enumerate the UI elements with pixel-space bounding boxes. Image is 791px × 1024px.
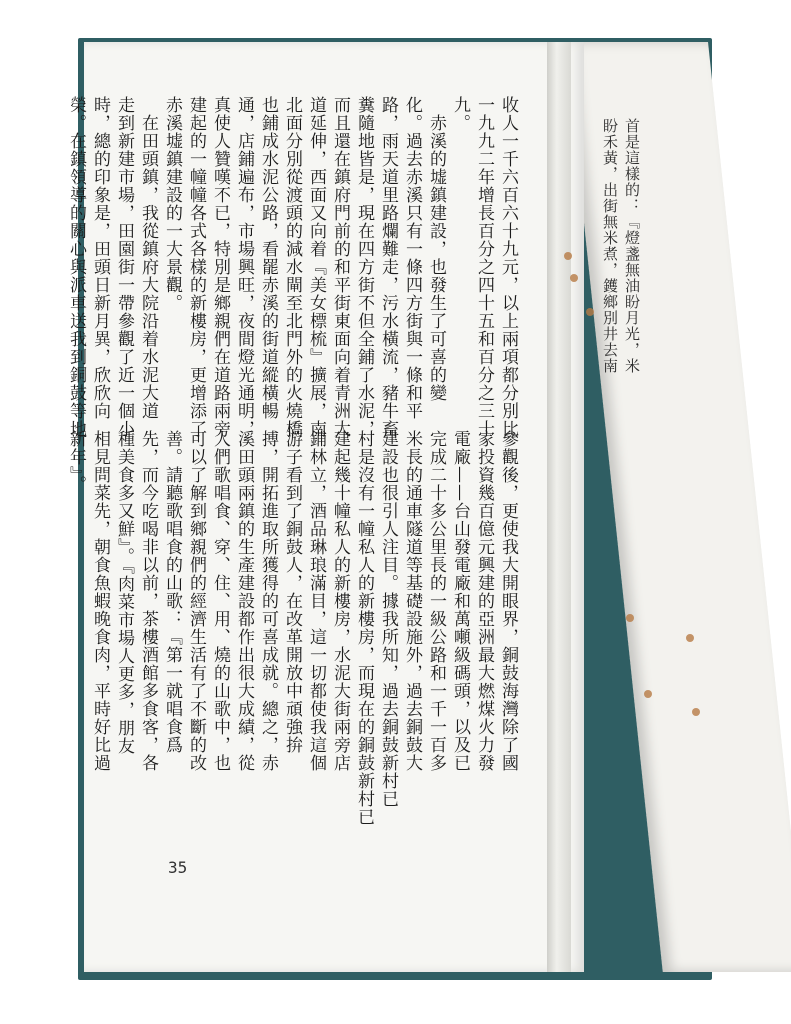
text-column: 北面分別從渡頭的減水閘至北門外的火燒橋 xyxy=(282,96,302,438)
text-column: 赤溪的墟鎮建設，也發生了可喜的變 xyxy=(426,96,446,402)
stitch-hole xyxy=(570,274,578,282)
text-column: 電廠——台山發電廠和萬噸級碼頭，以及已 xyxy=(450,430,470,772)
stitch-hole xyxy=(564,252,572,260)
text-column: 鋪林立，酒品琳琅滿目，這一切都使我這個 xyxy=(306,430,326,772)
text-column: 榮。在鎮領導的關心與派車送我到銅鼓等地 xyxy=(66,96,86,438)
text-column: 收人一千六百六十九元，以上兩項都分別比 xyxy=(498,96,518,438)
page-number: 35 xyxy=(168,858,188,877)
text-column: 盼禾黃，出街無米煮，鑊鄉別井去南 xyxy=(601,118,619,374)
text-column: 米長的通車隧道等基礎設施外，過去銅鼓大 xyxy=(402,430,422,772)
lower-text-block xyxy=(66,430,518,826)
stitch-hole xyxy=(644,690,652,698)
text-column: 真使人贊嘆不已，特別是鄉親們在道路兩旁 xyxy=(210,96,230,438)
text-column: 相見問菜先，朝食魚蝦晚食肉，平時好比過 xyxy=(90,430,110,772)
upper-text-block xyxy=(66,96,518,438)
text-column: 建起幾十幢私人的新樓房，水泥大街兩旁店 xyxy=(330,430,350,772)
text-column: 走到新建市場，田園街一帶參觀了近一個小 xyxy=(114,96,134,438)
text-column: 善。請聽歌唱食的山歌：『第一就唱食爲 xyxy=(162,430,182,754)
text-column: 可以了解到鄉親們的經濟生活有了不斷的改 xyxy=(186,430,206,772)
text-column: 游子看到了銅鼓人，在改革開放中頑強拚 xyxy=(282,430,302,754)
stitch-hole xyxy=(686,634,694,642)
text-column: 村是沒有一幢私人的新樓房，而現在的銅鼓新村已 xyxy=(354,430,374,826)
right-page-text xyxy=(600,118,641,374)
text-column: 人們歌唱食、穿、住、用、燒的山歌中，也 xyxy=(210,430,230,772)
text-column: 九。 xyxy=(450,96,470,132)
text-column: 路，雨天道里路爛難走，污水橫流，豬牛畜 xyxy=(378,96,398,438)
text-column: 一九九二年增長百分之四十五和百分之三十 xyxy=(474,96,494,438)
text-column: 搏，開拓進取所獲得的可喜成就。總之，赤 xyxy=(258,430,278,772)
text-column: 時，總的印象是，田頭日新月異，欣欣向 xyxy=(90,96,110,420)
text-column: 家投資幾百億元興建的亞洲最大燃煤火力發 xyxy=(474,430,494,772)
text-column: 參觀後，更使我大開眼界，銅鼓海灣除了國 xyxy=(498,430,518,772)
text-column: 溪田頭兩鎮的生產建設都作出很大成績，從 xyxy=(234,430,254,772)
text-column: 道延伸，西面又向着『美女標梳』擴展，南 xyxy=(306,96,326,438)
text-column: 在田頭鎮，我從鎮府大院沿着水泥大道 xyxy=(138,96,158,420)
text-column: 先，而今吃喝非以前，茶樓酒館多食客，各 xyxy=(138,430,158,772)
text-column: 新年』。 xyxy=(66,430,86,494)
text-column: 通，店鋪遍布，市場興旺，夜間燈光通明， xyxy=(234,96,254,438)
text-column: 赤溪墟鎮建設的一大景觀。 xyxy=(162,96,182,312)
stitch-hole xyxy=(586,308,594,316)
text-column: 化。過去赤溪只有一條四方街與一條和平 xyxy=(402,96,422,420)
text-column: 首是這樣的：『燈盞無油盼月光，米 xyxy=(623,118,641,374)
stitch-hole xyxy=(692,708,700,716)
text-column: 完成二十多公里長的一級公路和一千一百多 xyxy=(426,430,446,772)
text-column: 而且還在鎮府門前的和平街東面向着青洲大 xyxy=(330,96,350,438)
stitch-hole xyxy=(626,614,634,622)
text-column: 建起的一幢幢各式各樣的新樓房，更增添了 xyxy=(186,96,206,438)
text-column: 建設也很引人注目。據我所知，過去銅鼓新村已 xyxy=(378,430,398,808)
text-column: 也鋪成水泥公路，看罷赤溪的街道縱橫暢 xyxy=(258,96,278,420)
text-column: 糞隨地皆是，現在四方街不但全鋪了水泥， xyxy=(354,96,374,438)
text-column: 種美食多又鮮』。『肉菜市場人更多，朋友 xyxy=(114,430,134,755)
